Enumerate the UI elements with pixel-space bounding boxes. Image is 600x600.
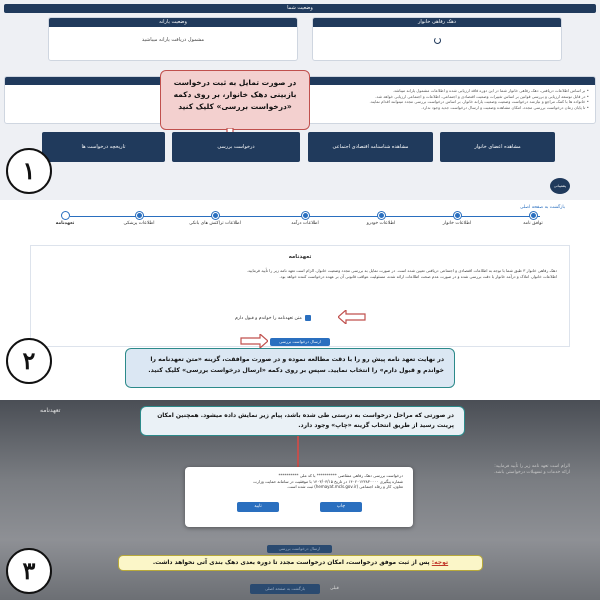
step-income[interactable]: اطلاعات درآمد [270, 212, 340, 226]
arrow-right-icon [240, 334, 268, 348]
info-line: • در قابل توسعه ارزیابی و بررسی قوانین بر اساس تغییرات وضعیت اقتصادی و اجتماعی، اطلاعات و اجتماعی ارزیابی خواهد شد. [375, 93, 589, 99]
modal-line: تعاون، کار و رفاه اجتماعی (hemayat.mcls.gov.ir) ثبت شده است. [286, 484, 403, 489]
support-button[interactable]: پشتیبانی [550, 178, 570, 194]
step-bank-transactions[interactable]: اطلاعات تراکنش های بانکی [180, 212, 250, 226]
info-line: • تا پایان زمان درخواست بررسی مجدد، امکان مشاهده وضعیت و ارسال درخواست جدید وجود ندارد. [421, 104, 589, 110]
commitment-checkbox[interactable] [305, 315, 311, 321]
subsidy-status-text: مشمول دریافت یارانه میباشید [141, 37, 205, 43]
welfare-decile-title: دهک رفاهی خانوار [313, 18, 561, 27]
step-household[interactable]: اطلاعات خانوار [422, 212, 492, 226]
commitment-form-box [30, 245, 570, 347]
subsidy-status-title: وضعیت یارانه [49, 18, 297, 27]
modal-line: شماره پیگیری ۱۴۰۲۰۱۲۳۸۳۰۰۰۰ در تاریخ ۱۴۰۳/۰۳/۱۵ با موفقیت در سامانه حمایت وزارت [253, 478, 403, 484]
step-number-badge: ۱ [6, 148, 52, 194]
info-line: • خانواده ها با کمک مراجع و نیازمند درخواست وضعیت وضعیت یارانه خانوار، بر اساس درخواست بررسی مجدد میتوانند اقدام نمایند. [369, 99, 589, 104]
form-paragraph: دهک رفاهی خانوار ۳ طبق شما با توجه به اطلاعات اقتصادی و اجتماعی دریافتی تعیین شده است. در صورت تمایل به بررسی مجدد وضعیت خانوار، الزام است تعهد نامه زیر را تأیید فرمایید. [246, 268, 557, 273]
back-to-home-button[interactable]: بازگشت به صفحه اصلی [250, 584, 320, 594]
previous-button[interactable]: قبلی [330, 586, 339, 591]
step-number-badge: ۲ [6, 338, 52, 384]
arrow-left-icon [338, 310, 366, 324]
commitment-checkbox-row[interactable] [235, 315, 311, 321]
form-paragraph: اطلاعات خانوار، املاک و درآمد خانوار با دقت بررسی شده و در صورت عدم صحت اطلاعات ارائه شده، مسئولیت عواقب قانونی آن بر عهده درخواست کننده خواهد بود. [279, 273, 557, 279]
note-prefix: توجه: [431, 559, 449, 566]
panel-1-dashboard [0, 0, 600, 200]
view-household-members-button[interactable]: مشاهده اعضای خانوار [440, 132, 555, 162]
faded-text: الزام است تعهد نامه زیر را تأیید فرمایید: ارائه خدمات و تسهیلات درخواستی باشد. [493, 464, 570, 475]
submit-review-button-dimmed[interactable]: ارسال درخواست بررسی [267, 545, 332, 553]
print-button[interactable]: چاپ [320, 502, 362, 512]
page-title: تعهدنامه [40, 407, 61, 414]
step-number-badge: ۳ [6, 548, 52, 594]
submit-review-button[interactable]: ارسال درخواست بررسی [270, 338, 330, 346]
status-header-bar: وضعیت شما [4, 4, 596, 13]
callout-commitment-instructions: در نهایت تعهد نامه پیش رو را با دقت مطالعه نموده و در صورت موافقت، گزینه «متن تعهدنامه را خواندم و قبول دارم» را انتخاب نمایید. سپس بر روی دکمه «ارسال درخواست بررسی» کلیک کنید. [125, 348, 455, 388]
modal-line: درخواست بررسی دهک رفاهی متقاضی ********** با کد ملی ********** [278, 473, 403, 478]
back-to-home-link[interactable]: بازگشت به صفحه اصلی [520, 205, 566, 210]
callout-request-review: در صورت تمایل به ثبت درخواست بازبینی دهک خانوار، بر روی دکمه «درخواست بررسی» کلیک کنید [160, 70, 310, 130]
welfare-decile-card [312, 17, 562, 61]
subsidy-status-card [48, 17, 298, 61]
info-line: • بر اساس اطلاعات دریافتی، دهک رفاهی خانوار شما در این دوره فاقد ارزیابی شده و اطلاعات مشمول یارانه میباشد. [392, 88, 589, 93]
step-agreement[interactable]: توافق نامه [498, 212, 568, 226]
request-review-button[interactable]: درخواست بررسی [172, 132, 300, 162]
step-vehicle[interactable]: اطلاعات خودرو [346, 212, 416, 226]
confirm-button[interactable]: تایید [237, 502, 279, 512]
panel-3-success-modal [0, 400, 600, 600]
view-socioeconomic-id-button[interactable]: مشاهده شناسنامه اقتصادی اجتماعی [308, 132, 433, 162]
step-medical[interactable]: اطلاعات پزشکی [104, 212, 174, 226]
connector-line [297, 436, 299, 468]
step-commitment[interactable]: تعهدنامه [30, 212, 100, 226]
panel-2-commitment-form [0, 200, 600, 390]
request-history-button[interactable]: تاریخچه درخواست ها [42, 132, 165, 162]
form-title: تعهدنامه [288, 254, 312, 260]
callout-success-info: در صورتی که مراحل درخواست به درستی طی شده باشد، پیام زیر نمایش داده میشود. همچنین امکان پرینت رسید از طریق انتخاب گزینه «چاپ» وجود دارد. [140, 406, 465, 436]
note-text: پس از ثبت موفق درخواست، امکان درخواست مجدد تا دوره بعدی دهک بندی آتی نخواهد داشت. [152, 559, 432, 566]
success-modal [185, 467, 413, 527]
loading-spinner-icon [434, 37, 441, 44]
checkbox-label: متن تعهدنامه را خواندم و قبول دارم [235, 315, 302, 321]
note-banner [118, 555, 483, 571]
